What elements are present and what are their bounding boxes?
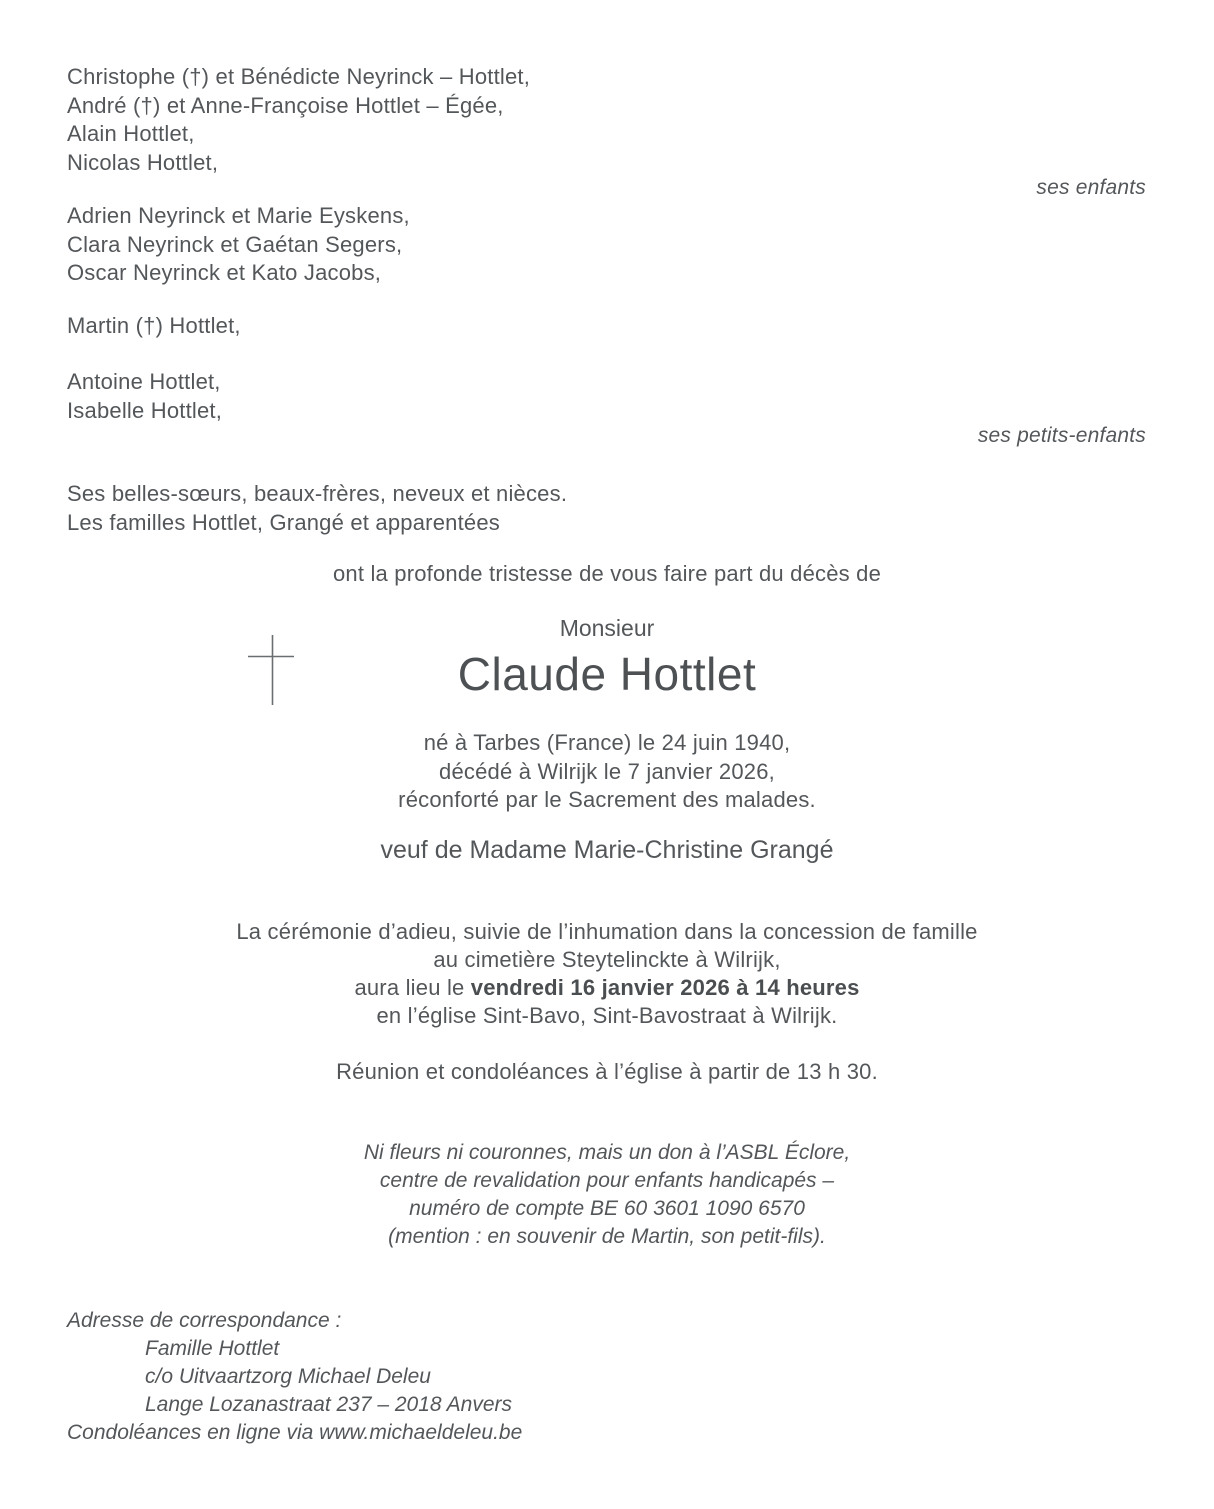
widower-line: veuf de Madame Marie-Christine Grangé [380,836,834,864]
grandchildren-group-a [67,202,410,288]
grandchildren-label: ses petits-enfants [977,424,1146,447]
donation-line: centre de revalidation pour enfants handicapés – [379,1169,835,1192]
correspondence-line: Lange Lozanastraat 237 – 2018 Anvers [145,1393,512,1416]
family-line: Ses belles-sœurs, beaux-frères, neveux et nièces. [67,481,568,506]
death-line: décédé à Wilrijk le 7 janvier 2026, [439,758,775,784]
children-names-group [67,63,530,177]
ceremony-line: en l’église Sint-Bavo, Sint-Bavostraat à Wilrijk. [376,1003,838,1028]
family-line: Clara Neyrinck et Gaétan Segers, [67,231,403,257]
ceremony-date-line [0,974,1214,1002]
correspondence-block [67,1307,522,1447]
relatives-group [67,480,567,537]
ceremony-block [0,918,1214,1030]
family-line: Nicolas Hottlet, [67,149,219,175]
deceased-title: Monsieur [559,615,655,641]
correspondence-line: c/o Uitvaartzorg Michael Deleu [145,1365,431,1388]
ceremony-line: La cérémonie d’adieu, suivie de l’inhumation dans la concession de famille [236,919,978,944]
family-line: Christophe (†) et Bénédicte Neyrinck – Hottlet, [67,64,531,89]
online-condolences-line: Condoléances en ligne via www.michaeldeleu.be [67,1421,523,1444]
deceased-name: Claude Hottlet [457,648,757,700]
donation-mention-line: (mention : en souvenir de Martin, son petit-fils). [388,1225,826,1248]
family-line: Adrien Neyrinck et Marie Eyskens, [67,203,410,228]
correspondence-heading: Adresse de correspondance : [67,1309,342,1332]
donation-line: Ni fleurs ni couronnes, mais un don à l’ASBL Éclore, [363,1141,851,1164]
birth-line: né à Tarbes (France) le 24 juin 1940, [423,730,791,755]
family-line: Les familles Hottlet, Grangé et apparentées [67,509,500,535]
donation-account-line: numéro de compte BE 60 3601 1090 6570 [409,1197,805,1220]
correspondence-line: Famille Hottlet [145,1337,280,1360]
life-details-group [0,729,1214,815]
family-line: Antoine Hottlet, [67,369,221,394]
ceremony-date-prefix: aura lieu le [354,975,471,1000]
announcement-intro: ont la profonde tristesse de vous faire part du décès de [332,561,882,586]
ceremony-date-bold: vendredi 16 janvier 2026 à 14 heures [470,975,860,1000]
family-line: Alain Hottlet, [67,121,195,146]
donation-block [0,1139,1214,1251]
children-label: ses enfants [1036,176,1146,199]
sacrament-line: réconforté par le Sacrement des malades. [398,787,816,812]
family-line: Isabelle Hottlet, [67,397,223,423]
gathering-line: Réunion et condoléances à l’église à partir de 13 h 30. [336,1059,878,1084]
family-line: Oscar Neyrinck et Kato Jacobs, [67,260,382,285]
grandchildren-group-b [67,368,222,425]
grandchild-deceased-line: Martin (†) Hottlet, [67,313,241,338]
ceremony-line: au cimetière Steytelinckte à Wilrijk, [433,947,781,972]
family-line: André (†) et Anne-Françoise Hottlet – Égée, [67,92,504,118]
